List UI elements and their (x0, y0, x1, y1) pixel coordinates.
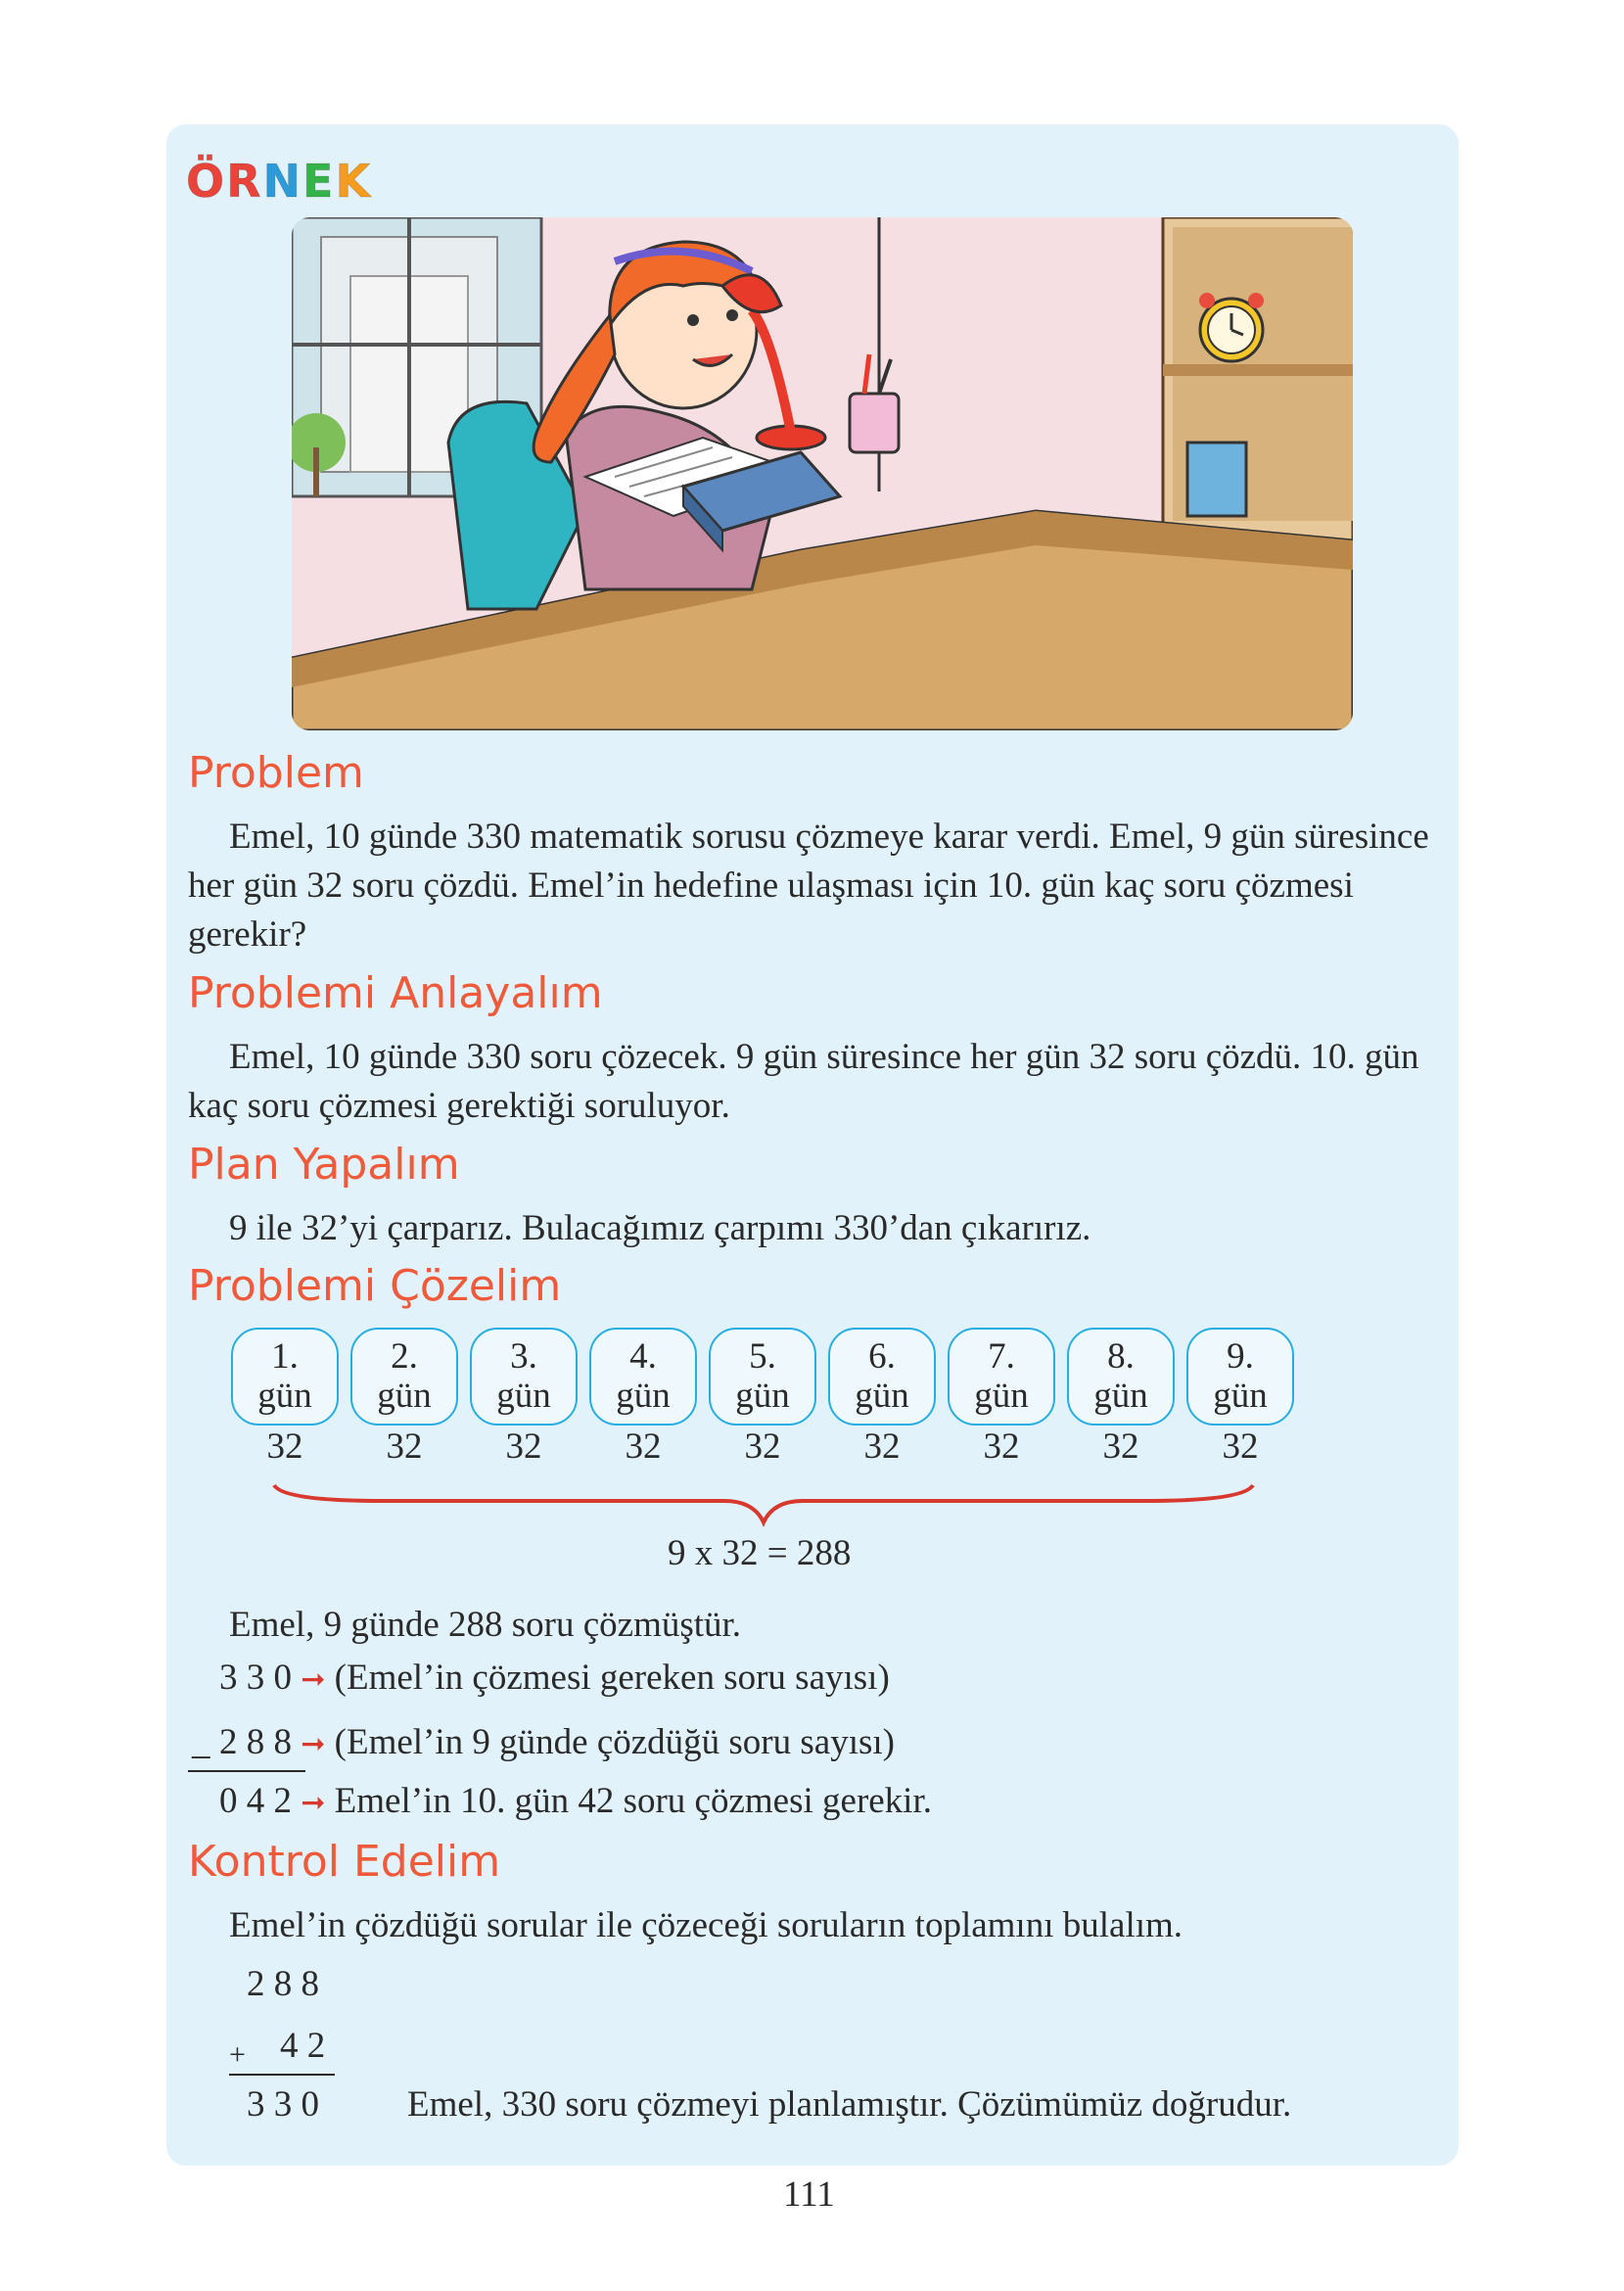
badge-letter: R (226, 155, 263, 208)
subtraction-rule (188, 1770, 305, 1772)
day-unit: gün (735, 1376, 790, 1416)
day-unit: gün (1213, 1376, 1268, 1416)
day-value: 32 (983, 1426, 1020, 1467)
understand-heading: Problemi Anlayalım (188, 968, 603, 1018)
subtraction-line-1 (219, 1657, 890, 1699)
day-value: 32 (386, 1426, 423, 1467)
check-heading: Kontrol Edelim (188, 1837, 501, 1887)
problem-heading: Problem (188, 748, 364, 798)
day-unit: gün (496, 1376, 551, 1416)
addition-result: 3 3 0 (247, 2084, 319, 2125)
subtraction-result: 0 4 2 (219, 1781, 292, 1821)
subtraction-minus: _ (192, 1722, 210, 1762)
day-value: 32 (744, 1426, 781, 1467)
day-value: 32 (625, 1426, 662, 1467)
day-unit: gün (377, 1376, 432, 1416)
day-number: 9. (1227, 1336, 1254, 1377)
day-box (231, 1328, 339, 1426)
day-number: 3. (510, 1336, 537, 1377)
page-number: 111 (783, 2174, 835, 2215)
subtraction-line-2 (219, 1721, 895, 1763)
girl-studying-illustration (292, 217, 1353, 730)
day-number: 8. (1107, 1336, 1135, 1377)
day-box (709, 1328, 816, 1426)
day-box (350, 1328, 458, 1426)
addition-line-2: 4 2 (280, 2026, 326, 2066)
day-value: 32 (1102, 1426, 1139, 1467)
addition-plus: + (229, 2038, 246, 2071)
subtraction-line-3 (219, 1780, 932, 1822)
solve-heading: Problemi Çözelim (188, 1261, 562, 1311)
day-number: 6. (868, 1336, 896, 1377)
ornek-badge (186, 155, 372, 208)
day-box (470, 1328, 578, 1426)
check-conclusion: Emel, 330 soru çözmeyi planlamıştır. Çözümümüz doğrudur. (407, 2084, 1292, 2125)
problem-text: Emel, 10 günde 330 matematik sorusu çözmeye karar verdi. Emel, 9 gün süresince her gün 32 soru çözdü. Emel’in hedefine ulaşması için 10. gün kaç soru çözmesi gerekir? (188, 817, 1429, 955)
day-box (1186, 1328, 1294, 1426)
subtraction-note: (Emel’in 9 günde çözdüğü soru sayısı) (334, 1722, 895, 1762)
day-value: 32 (266, 1426, 303, 1467)
check-text: Emel’in çözdüğü sorular ile çözeceği soruların toplamını bulalım. (229, 1905, 1183, 1945)
red-arrow-icon: ➞ (301, 1786, 326, 1820)
day-value: 32 (1222, 1426, 1259, 1467)
day-number: 4. (629, 1336, 657, 1377)
understand-text: Emel, 10 günde 330 soru çözecek. 9 gün süresince her gün 32 soru çözdü. 10. gün kaç soru çözmesi gerektiği soruluyor. (188, 1037, 1419, 1126)
day-number: 5. (749, 1336, 776, 1377)
badge-letter: K (335, 155, 373, 208)
day-unit: gün (855, 1376, 909, 1416)
subtraction-note: (Emel’in çözmesi gereken soru sayısı) (334, 1658, 890, 1698)
day-value: 32 (505, 1426, 542, 1467)
solve-summary: Emel, 9 günde 288 soru çözmüştür. (229, 1605, 742, 1645)
plan-text: 9 ile 32’yi çarparız. Bulacağımız çarpımı 330’dan çıkarırız. (229, 1208, 1091, 1248)
day-box (1067, 1328, 1175, 1426)
badge-letter: N (262, 155, 303, 208)
day-number: 1. (271, 1336, 299, 1377)
day-unit: gün (974, 1376, 1029, 1416)
subtraction-number: 3 3 0 (219, 1658, 292, 1698)
red-arrow-icon: ➞ (301, 1662, 326, 1697)
day-box (948, 1328, 1055, 1426)
day-unit: gün (1093, 1376, 1148, 1416)
day-unit: gün (616, 1376, 671, 1416)
badge-letter: E (302, 155, 336, 208)
day-value: 32 (863, 1426, 901, 1467)
subtraction-number: 2 8 8 (219, 1722, 292, 1762)
day-number: 7. (988, 1336, 1015, 1377)
day-box (589, 1328, 697, 1426)
addition-line-1: 2 8 8 (247, 1964, 319, 2004)
curly-brace (264, 1473, 1263, 1532)
day-box (828, 1328, 936, 1426)
product-equation: 9 x 32 = 288 (668, 1533, 852, 1573)
day-unit: gün (257, 1376, 312, 1416)
red-arrow-icon: ➞ (301, 1727, 326, 1761)
day-number: 2. (391, 1336, 418, 1377)
addition-rule (229, 2074, 335, 2076)
plan-heading: Plan Yapalım (188, 1140, 460, 1190)
subtraction-conclusion: Emel’in 10. gün 42 soru çözmesi gerekir. (334, 1781, 932, 1821)
badge-letter: Ö (186, 155, 227, 208)
